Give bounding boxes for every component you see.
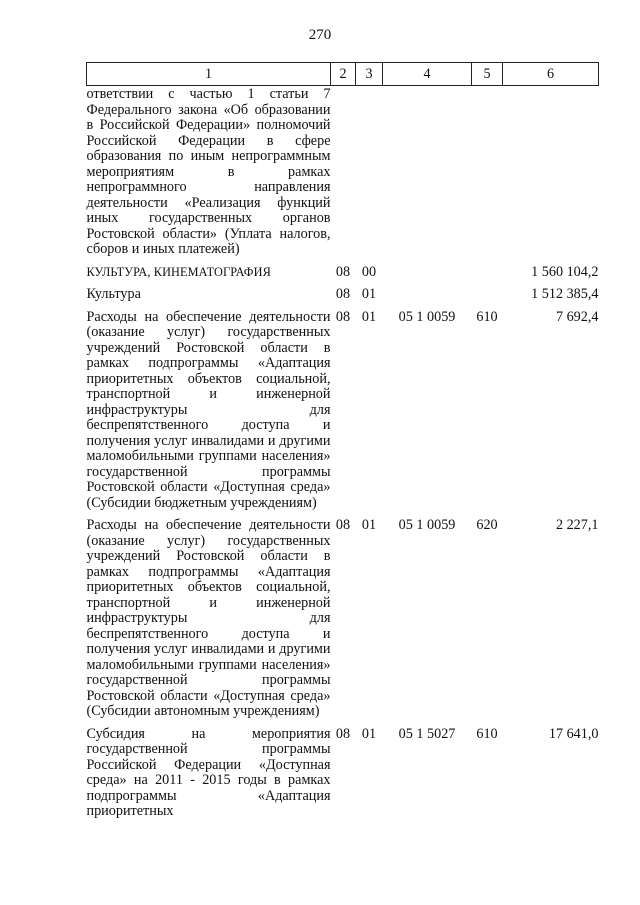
- row-amount: 1 560 104,2: [531, 263, 599, 280]
- col-header-2: 2: [331, 63, 356, 86]
- table-row: [87, 518, 599, 720]
- row-description: Расходы на обеспечение деятельности (оказание услуг) государственных учреждений Ростовской области в рамках подпрограммы «Адаптация приоритетных объектов социальной, транспортной и инженерной инфраструктуры для беспрепятственного доступа и получения услуг инвалидами и другими маломобильными группами населения» государственной программы Ростовской области «Доступная среда» (Субсидии автономным учреждениям): [86, 517, 331, 719]
- row-expense-type: [472, 265, 503, 281]
- row-expense-type: 610: [476, 725, 498, 742]
- row-description: Расходы на обеспечение деятельности (оказание услуг) государственных учреждений Ростовской области в рамках подпрограммы «Адаптация приоритетных объектов социальной, транспортной и инженерной инфраструктуры для беспрепятственного доступа и получения услуг инвалидами и другими маломобильными группами населения» государственной программы Ростовской области «Доступная среда» (Субсидии бюджетным учреждениям): [86, 308, 331, 511]
- row-section: 08: [335, 725, 351, 742]
- row-target-code: 05 1 0059: [398, 308, 456, 325]
- row-description: Культура: [86, 286, 141, 302]
- col-header-4: 4: [383, 63, 472, 86]
- row-section: 08: [335, 286, 351, 302]
- row-target-code: [383, 265, 472, 281]
- row-subsection: 01: [361, 517, 377, 533]
- page-number: 270: [308, 27, 332, 43]
- row-target-code: 05 1 0059: [398, 517, 456, 533]
- row-section: 08: [335, 263, 351, 280]
- row-description: КУЛЬТУРА, КИНЕМАТОГРАФИЯ: [86, 264, 271, 279]
- row-expense-type: [472, 287, 503, 303]
- row-target-code: [383, 287, 472, 303]
- budget-table: [86, 62, 599, 820]
- row-description: Субсидия на мероприятия государственной программы Российской Федерации «Доступная среда» на 2011 - 2015 годы в рамках подпрограммы «Адаптация приоритетных: [86, 725, 331, 819]
- row-section: 08: [335, 308, 351, 325]
- row-expense-type: 620: [476, 517, 498, 533]
- row-subsection: 00: [361, 263, 377, 280]
- row-target-code: 05 1 5027: [398, 725, 456, 742]
- row-expense-type: 610: [476, 308, 498, 325]
- col-header-3: 3: [356, 63, 383, 86]
- col-header-5: 5: [472, 63, 503, 86]
- table-row: [87, 727, 599, 820]
- table-row: [87, 287, 599, 303]
- row-subsection: [356, 86, 383, 258]
- row-amount: [503, 86, 599, 258]
- row-section: [331, 86, 356, 258]
- row-subsection: 01: [361, 308, 377, 325]
- table-row: [87, 310, 599, 512]
- row-subsection: 01: [361, 286, 377, 302]
- row-amount: 1 512 385,4: [531, 286, 599, 302]
- row-section: 08: [335, 517, 351, 533]
- col-header-6: 6: [503, 63, 599, 86]
- row-amount: 2 227,1: [555, 517, 599, 533]
- table-row: [87, 86, 599, 258]
- row-amount: 7 692,4: [555, 308, 599, 325]
- row-subsection: 01: [361, 725, 377, 742]
- row-description: ответствии с частью 1 статьи 7 Федерального закона «Об образовании в Российской Федерации» полномочий Российской Федерации в сфере образования по иным непрограммным мероприятиям в рамках непрограммного направления деятельности «Реализация функций иных государственных органов Ростовской области» (Уплата налогов, сборов и иных платежей): [86, 86, 331, 257]
- table-row: [87, 265, 599, 281]
- row-expense-type: [472, 86, 503, 258]
- row-target-code: [383, 86, 472, 258]
- col-header-1: 1: [87, 63, 331, 86]
- row-amount: 17 641,0: [548, 725, 599, 742]
- table-header: [87, 63, 599, 86]
